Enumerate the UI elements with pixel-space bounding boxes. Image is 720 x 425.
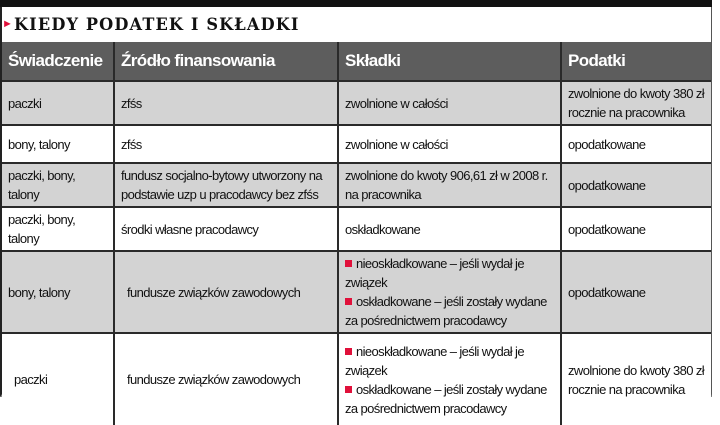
cell-skladki (338, 251, 561, 333)
cell-zrodlo: środki własne pracodawcy (114, 207, 338, 251)
cell-podatki: opodatkowane (561, 207, 711, 251)
col-header-zrodlo: Źródło finansowania (114, 42, 338, 81)
cell-swiadczenie: bony, talony (2, 125, 114, 163)
table-row (2, 163, 711, 207)
tax-table (2, 42, 711, 425)
skladki-list-item: nieoskładkowane – jeśli wydał je związek (345, 343, 524, 378)
cell-podatki: zwolnione do kwoty 380 zł rocznie na pracownika (561, 81, 711, 125)
bullet-square-icon (345, 260, 352, 267)
cell-podatki: zwolnione do kwoty 380 zł rocznie na pracownika (561, 333, 711, 425)
arrow-icon: ► (2, 18, 13, 30)
cell-zrodlo: fundusze związków zawodowych (114, 251, 338, 333)
cell-swiadczenie: bony, talony (2, 251, 114, 333)
cell-swiadczenie: paczki (2, 81, 114, 125)
skladki-list-item: oskładkowane – jeśli zostały wydane za pośrednictwem pracodawcy (345, 294, 547, 328)
cell-podatki: opodatkowane (561, 125, 711, 163)
table-title (2, 7, 710, 42)
col-header-podatki: Podatki (561, 42, 711, 81)
bullet-square-icon (345, 386, 352, 393)
bullet-square-icon (345, 298, 352, 305)
title-text: KIEDY PODATEK I SKŁADKI (13, 14, 300, 35)
cell-skladki (338, 333, 561, 425)
col-header-skladki: Składki (338, 42, 561, 81)
col-header-swiadczenie: Świadczenie (2, 42, 114, 81)
top-bar (0, 0, 712, 7)
table-row (2, 333, 711, 425)
cell-skladki: zwolnione do kwoty 906,61 zł w 2008 r. na pracownika (338, 163, 561, 207)
table-row (2, 207, 711, 251)
cell-podatki: opodatkowane (561, 163, 711, 207)
skladki-list-item: nieoskładkowane – jeśli wydał je związek (345, 256, 524, 290)
bullet-square-icon (345, 348, 352, 355)
cell-zrodlo: fundusze związków zawodowych (114, 333, 338, 425)
cell-skladki: zwolnione w całości (338, 125, 561, 163)
table-row (2, 81, 711, 125)
cell-swiadczenie: paczki (2, 333, 114, 425)
cell-skladki: zwolnione w całości (338, 81, 561, 125)
cell-swiadczenie: paczki, bony, talony (2, 207, 114, 251)
cell-zrodlo: zfśs (114, 125, 338, 163)
cell-podatki: opodatkowane (561, 251, 711, 333)
cell-zrodlo: fundusz socjalno-bytowy utworzony na podstawie uzp u pracodawcy bez zfśs (114, 163, 338, 207)
cell-zrodlo: zfśs (114, 81, 338, 125)
table-row (2, 125, 711, 163)
table-row (2, 251, 711, 333)
header-row (2, 42, 711, 81)
cell-swiadczenie: paczki, bony, talony (2, 163, 114, 207)
cell-skladki: oskładkowane (338, 207, 561, 251)
skladki-list-item: oskładkowane – jeśli zostały wydane za pośrednictwem pracodawcy (345, 381, 547, 416)
